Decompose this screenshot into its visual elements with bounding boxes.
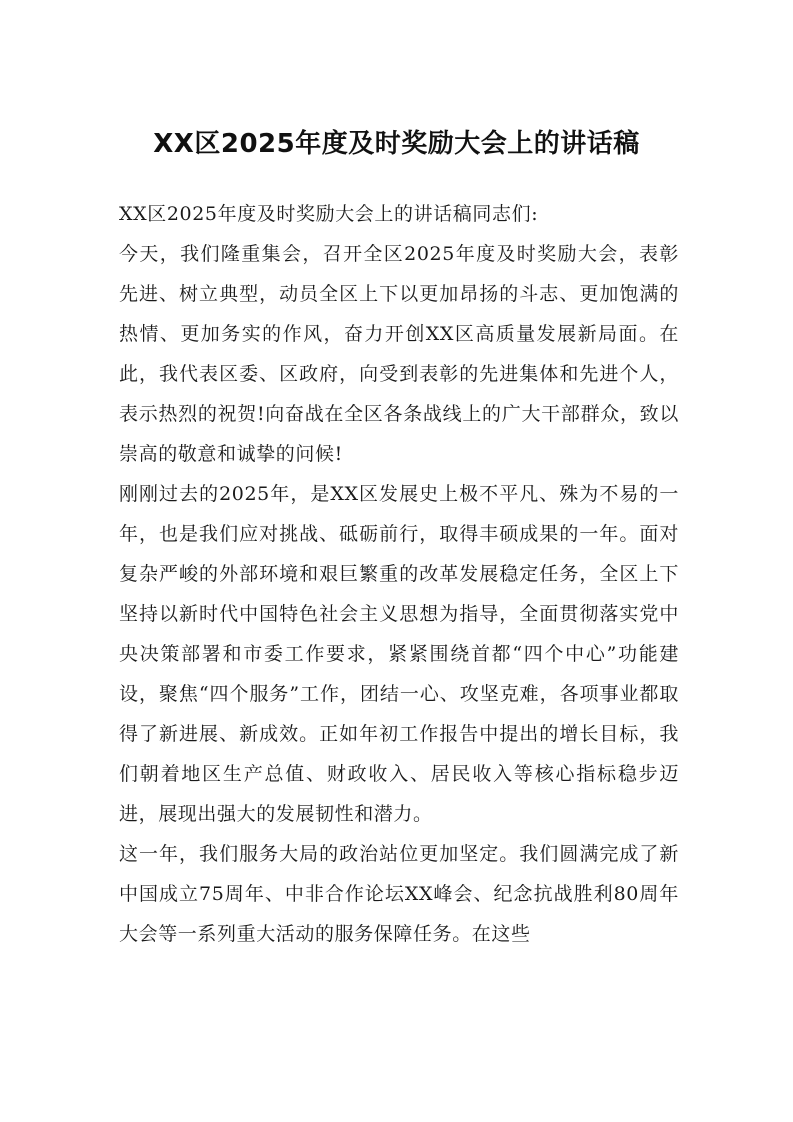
document-body (119, 194, 679, 954)
paragraph-achievements: 这一年，我们服务大局的政治站位更加坚定。我们圆满完成了新中国成立75周年、中非合作论坛XX峰会、纪念抗战胜利80周年大会等一系列重大活动的服务保障任务。在这些 (119, 843, 679, 945)
paragraph-review: 刚刚过去的2025年，是XX区发展史上极不平凡、殊为不易的一年，也是我们应对挑战、砥砺前行，取得丰硕成果的一年。面对复杂严峻的外部环境和艰巨繁重的改革发展稳定任务，全区上下坚持以新时代中国特色社会主义思想为指导，全面贯彻落实党中央决策部署和市委工作要求，紧紧围绕首都“四个中心”功能建设，聚焦“四个服务”工作，团结一心、攻坚克难，各项事业都取得了新进展、新成效。正如年初工作报告中提出的增长目标，我们朝着地区生产总值、财政收入、居民收入等核心指标稳步迈进，展现出强大的发展韧性和潜力。 (119, 483, 679, 825)
document-title: XX区2025年度及时奖励大会上的讲话稿 (153, 129, 640, 159)
paragraph-opening: 今天，我们隆重集会，召开全区2025年度及时奖励大会，表彰先进、树立典型，动员全区上下以更加昂扬的斗志、更加饱满的热情、更加务实的作风，奋力开创XX区高质量发展新局面。在此，我代表区委、区政府，向受到表彰的先进集体和先进个人，表示热烈的祝贺!向奋战在全区各条战线上的广大干部群众，致以崇高的敬意和诚挚的问候! (119, 243, 679, 465)
paragraph-salutation: XX区2025年度及时奖励大会上的讲话稿同志们: (119, 203, 539, 225)
